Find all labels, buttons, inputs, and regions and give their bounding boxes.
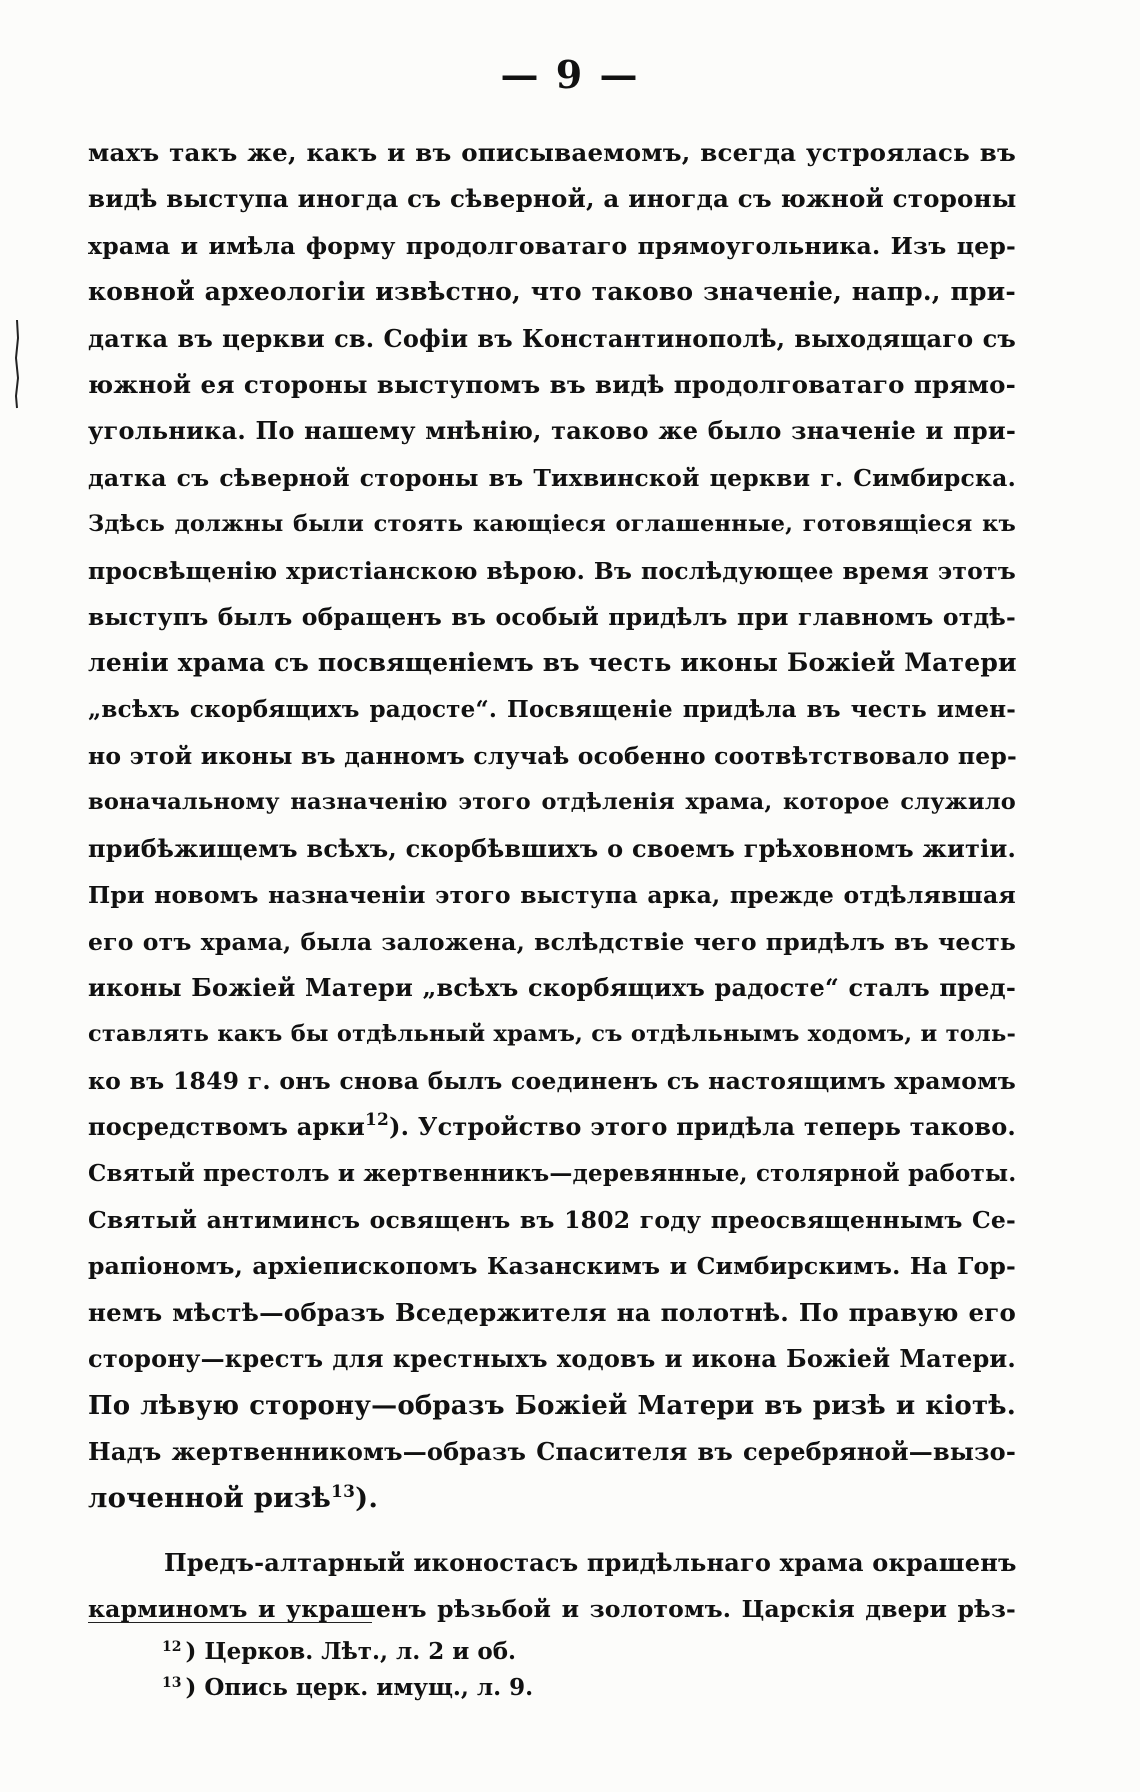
text-line-content: датка съ сѣверной стороны въ Тихвинской церкви г. Симбирска. bbox=[88, 463, 1016, 492]
footnotes-block bbox=[162, 1634, 862, 1706]
text-line bbox=[88, 223, 1016, 269]
text-line-continuation: ). bbox=[355, 1482, 379, 1515]
text-line bbox=[88, 1197, 1016, 1243]
text-line-content: сторону—крестъ для крестныхъ ходовъ и икона Божіей Матери. bbox=[88, 1344, 1016, 1374]
text-line bbox=[88, 640, 1016, 686]
text-line bbox=[88, 316, 1016, 362]
text-line-content: Надъ жертвенникомъ—образъ Спасителя въ серебряной—вызо- bbox=[88, 1436, 1016, 1466]
text-line bbox=[88, 1429, 1016, 1475]
text-line bbox=[88, 455, 1016, 501]
text-line bbox=[88, 1290, 1016, 1336]
text-line-content: ковной археологіи извѣстно, что таково значеніе, напр., при- bbox=[88, 277, 1016, 307]
text-line bbox=[88, 130, 1016, 176]
text-line bbox=[88, 1475, 1016, 1521]
text-line-content: При новомъ назначеніи этого выступа арка, прежде отдѣлявшая bbox=[88, 881, 1016, 910]
text-line bbox=[88, 965, 1016, 1011]
footnote-reference[interactable]: 13 bbox=[331, 1482, 356, 1503]
text-line bbox=[88, 826, 1016, 872]
text-line-continuation: ). Устройство этого придѣла теперь таково. bbox=[389, 1112, 1016, 1142]
text-line-content: его отъ храма, была заложена, вслѣдствіе чего придѣлъ въ честь bbox=[88, 927, 1016, 956]
text-line bbox=[88, 1586, 1016, 1632]
text-line-content: но этой иконы въ данномъ случаѣ особенно соотвѣтствовало пер- bbox=[88, 742, 1017, 771]
text-line bbox=[88, 594, 1016, 640]
text-line-content: Здѣсь должны были стоять кающіеся оглашенные, готовящіеся къ bbox=[88, 511, 1016, 538]
text-line bbox=[88, 548, 1016, 594]
text-line-content: махъ такъ же, какъ и въ описываемомъ, всегда устроялась въ bbox=[88, 138, 1016, 167]
text-line bbox=[88, 1151, 1016, 1197]
text-line bbox=[88, 779, 1016, 825]
text-line-content: рапіономъ, архіепископомъ Казанскимъ и Симбирскимъ. На Гор- bbox=[88, 1252, 1016, 1281]
footnote-item bbox=[162, 1634, 862, 1670]
text-line bbox=[88, 1383, 1016, 1429]
text-line-content: южной ея стороны выступомъ въ видѣ продолговатаго прямо- bbox=[88, 369, 1016, 399]
text-line-content: видѣ выступа иногда съ сѣверной, а иногда съ южной стороны bbox=[88, 184, 1017, 214]
text-line-content: воначальному назначенію этого отдѣленія храма, которое служило bbox=[88, 789, 1016, 816]
text-line-content: По лѣвую сторону—образъ Божіей Матери въ ризѣ и кіотѣ. bbox=[88, 1390, 1016, 1421]
text-line-content: выступъ былъ обращенъ въ особый придѣлъ при главномъ отдѣ- bbox=[88, 602, 1016, 631]
text-line-content: прибѣжищемъ всѣхъ, скорбѣвшихъ о своемъ грѣховномъ житіи. bbox=[88, 833, 1016, 863]
text-line bbox=[88, 1336, 1016, 1382]
footnote-mark: 12 bbox=[162, 1639, 182, 1655]
main-text-block bbox=[88, 130, 1016, 1633]
text-line-content: немъ мѣстѣ—образъ Вседержителя на полотнѣ. По правую его bbox=[88, 1297, 1016, 1327]
text-line bbox=[88, 872, 1016, 918]
footnote-reference[interactable]: 12 bbox=[365, 1110, 390, 1131]
footnote-divider bbox=[88, 1622, 372, 1623]
footnote-text: ) Опись церк. имущ., л. 9. bbox=[185, 1674, 534, 1701]
text-line-content: угольника. По нашему мнѣнію, таково же было значеніе и при- bbox=[88, 416, 1016, 446]
footnote-text: ) Церков. Лѣт., л. 2 и об. bbox=[185, 1638, 517, 1665]
text-line-content: Предъ-алтарный иконостасъ придѣльнаго храма окрашенъ bbox=[164, 1547, 1017, 1577]
text-line bbox=[88, 1104, 1016, 1150]
text-line bbox=[88, 1058, 1016, 1104]
text-line-content: карминомъ и украшенъ рѣзьбой и золотомъ. Царскія двери рѣз- bbox=[88, 1595, 1016, 1624]
footnote-item bbox=[162, 1670, 862, 1706]
text-line bbox=[88, 919, 1016, 965]
text-line-content: „всѣхъ скорбящихъ радосте“. Посвященіе придѣла въ честь имен- bbox=[88, 695, 1016, 723]
text-line-content: иконы Божіей Матери „всѣхъ скорбящихъ радосте“ сталъ пред- bbox=[88, 973, 1016, 1003]
text-line bbox=[88, 1243, 1016, 1289]
margin-pencil-mark bbox=[14, 318, 20, 410]
text-line bbox=[88, 1011, 1016, 1057]
text-line bbox=[88, 501, 1016, 547]
text-line-content: посредствомъ арки bbox=[88, 1112, 366, 1142]
text-line bbox=[88, 733, 1016, 779]
text-line-content: просвѣщенію христіанскою вѣрою. Въ послѣдующее время этотъ bbox=[88, 556, 1016, 585]
text-line-content: лоченной ризѣ bbox=[88, 1482, 332, 1515]
text-line bbox=[88, 408, 1016, 454]
text-line bbox=[88, 1540, 1016, 1586]
text-line-content: ко въ 1849 г. онъ снова былъ соединенъ съ настоящимъ храмомъ bbox=[88, 1066, 1016, 1095]
text-line bbox=[88, 362, 1016, 408]
text-line-content: ставлять какъ бы отдѣльный храмъ, съ отдѣльнымъ ходомъ, и толь- bbox=[88, 1021, 1016, 1048]
text-line-content: леніи храма съ посвященіемъ въ честь иконы Божіей Матери bbox=[88, 648, 1017, 678]
footnote-mark: 13 bbox=[162, 1675, 182, 1691]
text-line bbox=[88, 687, 1016, 733]
text-line-content: храма и имѣла форму продолговатаго прямоугольника. Изъ цер- bbox=[88, 231, 1016, 260]
text-line-content: датка въ церкви св. Софіи въ Константинополѣ, выходящаго съ bbox=[88, 323, 1016, 353]
page-number: — 9 — bbox=[500, 52, 640, 97]
text-line-content: Святый антиминсъ освященъ въ 1802 году преосвященнымъ Се- bbox=[88, 1205, 1016, 1234]
text-line bbox=[88, 176, 1016, 222]
text-line bbox=[88, 269, 1016, 315]
text-line-content: Святый престолъ и жертвенникъ—деревянные, столярной работы. bbox=[88, 1159, 1017, 1187]
